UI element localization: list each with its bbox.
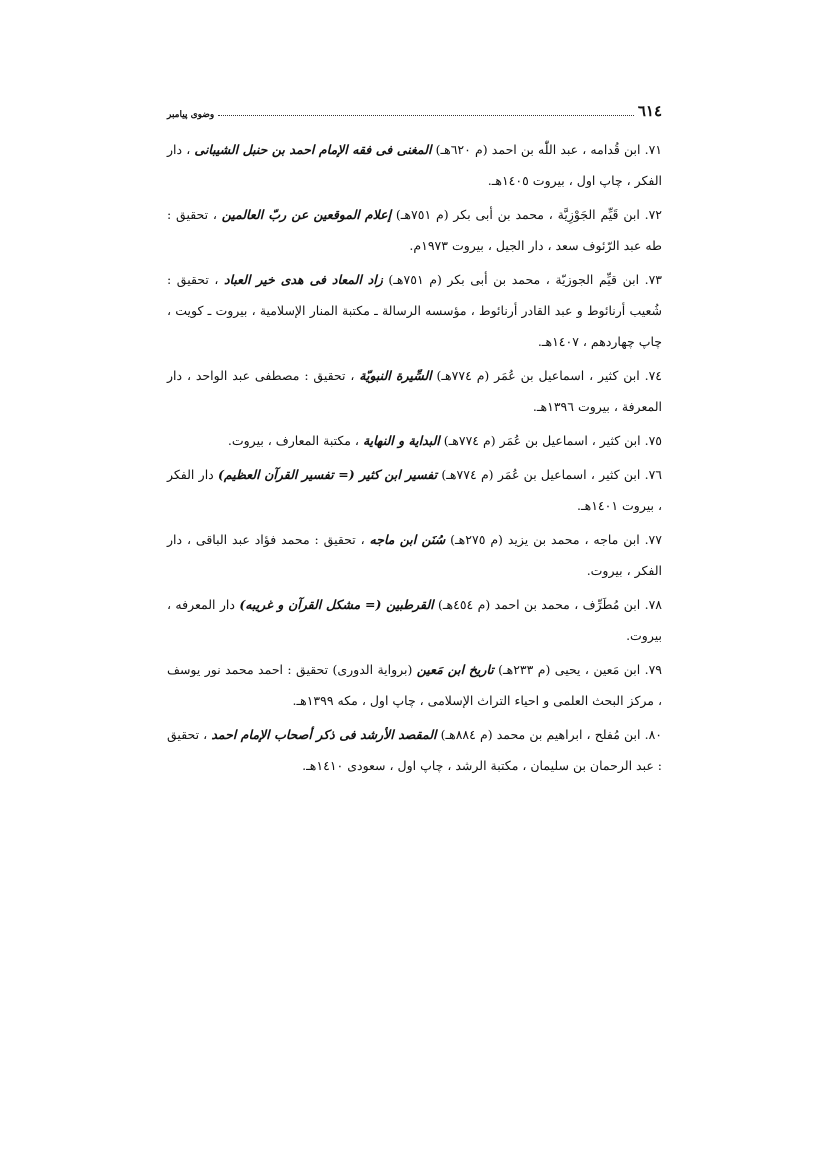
bibliography-entry bbox=[167, 654, 662, 716]
bibliography-entry bbox=[167, 719, 662, 781]
entry-details: ، دار الفكر ، چاپ اول ، بيروت ١٤٠٥هـ. bbox=[167, 142, 662, 188]
entry-author: ٨٠. ابن مُفلح ، ابراهيم بن محمد (م ٨٨٤هـ) bbox=[436, 727, 662, 742]
bibliography-entry bbox=[167, 425, 662, 456]
entry-author: ٧٩. ابن مَعين ، يحيى (م ٢٣٣هـ) bbox=[493, 662, 662, 677]
entry-title: البداية و النهاية bbox=[362, 433, 440, 448]
entry-title: تفسير ابن كثير (= تفسير القرآن العظيم) bbox=[218, 467, 438, 482]
bibliography-entry bbox=[167, 459, 662, 521]
entry-details: ، تحقيق : محمد فؤاد عبد الباقى ، دار الفكر ، بيروت. bbox=[167, 532, 662, 578]
bibliography-list bbox=[167, 134, 662, 781]
entry-author: ٧٤. ابن كثير ، اسماعيل بن عُمَر (م ٧٧٤هـ) bbox=[431, 368, 662, 383]
entry-title: السِّيرة النبويّة bbox=[359, 368, 432, 383]
entry-details: ، تحقيق : مصطفى عبد الواحد ، دار المعرفة ، بيروت ١٣٩٦هـ. bbox=[167, 368, 662, 414]
running-title: وضوى پيامبر bbox=[167, 110, 215, 120]
bibliography-entry bbox=[167, 134, 662, 196]
entry-details: ، مكتبة المعارف ، بيروت. bbox=[227, 433, 363, 448]
entry-title: المغنى فى فقه الإمام احمد بن حنبل الشيبانى bbox=[194, 142, 432, 157]
entry-author: ٧٣. ابن قيِّم الجوزيّة ، محمد بن أبى بكر (م ٧٥١هـ) bbox=[382, 272, 663, 287]
page-number: ٦١٤ bbox=[637, 102, 662, 120]
bibliography-entry bbox=[167, 360, 662, 422]
bibliography-entry bbox=[167, 589, 662, 651]
entry-details: ، تحقيق : عبد الرحمان بن سليمان ، مكتبة الرشد ، چاپ اول ، سعودى ١٤١٠هـ. bbox=[167, 727, 662, 773]
entry-details: دار المعرفه ، بيروت. bbox=[167, 597, 662, 643]
page-content bbox=[167, 102, 662, 784]
bibliography-entry bbox=[167, 524, 662, 586]
entry-details: دار الفكر ، بيروت ١٤٠١هـ. bbox=[167, 467, 662, 513]
running-header bbox=[167, 102, 662, 120]
entry-details: ، تحقيق : طه عبد الرّئوف سعد ، دار الجيل ، بيروت ١٩٧٣م. bbox=[167, 207, 662, 253]
entry-title: المقصد الأرشد فى ذكر أصحاب الإمام احمد bbox=[211, 727, 437, 742]
entry-title: تاريخ ابن مَعين bbox=[416, 662, 494, 677]
entry-details: (برواية الدورى) تحقيق : احمد محمد نور يوسف ، مركز البحث العلمى و احياء التراث الإسلامى ، چاپ اول ، مكه ١٣٩٩هـ. bbox=[167, 662, 662, 708]
bibliography-entry bbox=[167, 199, 662, 261]
entry-title: سُنَن ابن ماجه bbox=[369, 532, 446, 547]
entry-author: ٧١. ابن قُدامه ، عبد اللّٰه بن احمد (م ٦٢٠هـ) bbox=[431, 142, 662, 157]
leader-dots bbox=[218, 115, 634, 116]
entry-author: ٧٧. ابن ماجه ، محمد بن يزيد (م ٢٧٥هـ) bbox=[445, 532, 662, 547]
entry-author: ٧٢. ابن قَيِّم الجَوْزِيَّة ، محمد بن أبى بكر (م ٧٥١هـ) bbox=[391, 207, 663, 222]
entry-author: ٧٦. ابن كثير ، اسماعيل بن عُمَر (م ٧٧٤هـ) bbox=[437, 467, 662, 482]
entry-details: ، تحقيق : شُعيب أرنائوط و عبد القادر أرنائوط ، مؤسسه الرسالة ـ مكتبة المنار الإسلامية ، بيروت ـ كويت ، چاپ چهاردهم ، ١٤٠٧هـ. bbox=[167, 272, 662, 349]
entry-title: إعلام الموقعين عن ربّ العالمين bbox=[221, 207, 392, 222]
bibliography-entry bbox=[167, 264, 662, 357]
entry-author: ٧٥. ابن كثير ، اسماعيل بن عُمَر (م ٧٧٤هـ) bbox=[439, 433, 662, 448]
entry-title: القرطبين (= مشكل القرآن و غريبه) bbox=[239, 597, 434, 612]
entry-author: ٧٨. ابن مُطَرِّف ، محمد بن احمد (م ٤٥٤هـ) bbox=[433, 597, 663, 612]
entry-title: زاد المعاد فى هدى خير العباد bbox=[223, 272, 383, 287]
